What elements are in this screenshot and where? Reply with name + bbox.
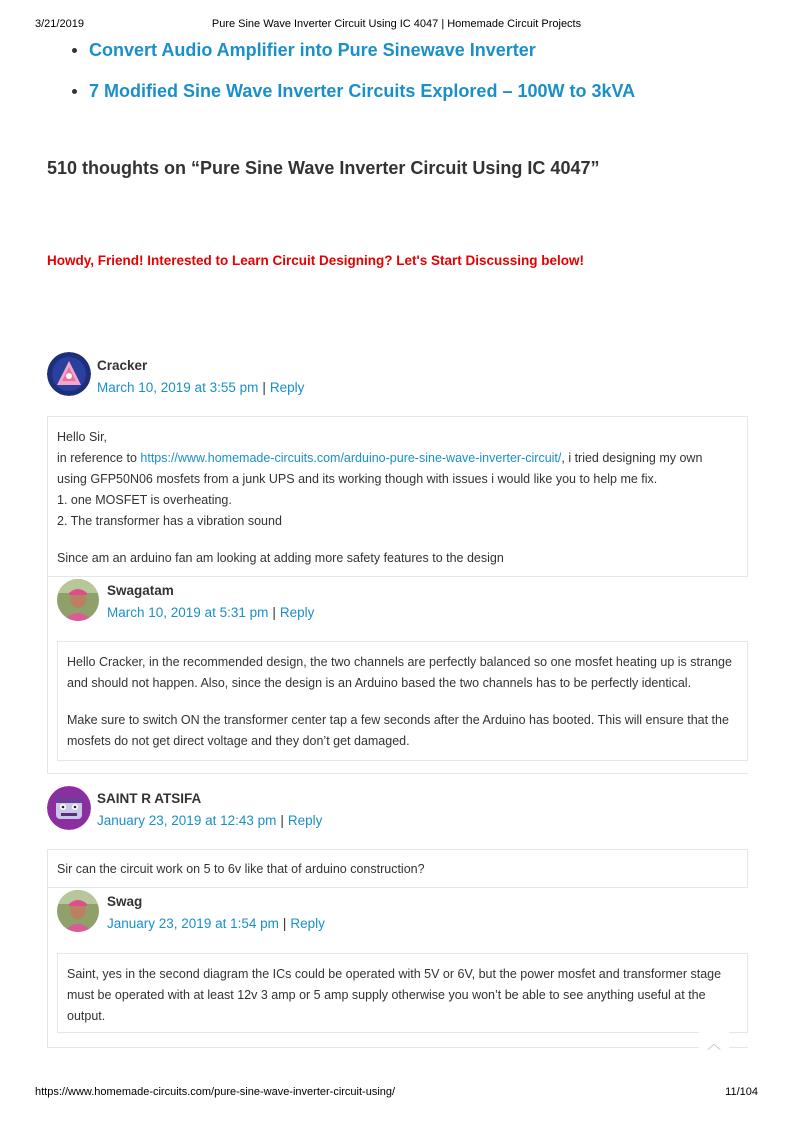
comment-meta (97, 813, 322, 828)
reply-link[interactable]: Reply (269, 380, 305, 395)
related-post-link[interactable]: 7 Modified Sine Wave Inverter Circuits Explored – 100W to 3kVA (89, 81, 636, 101)
reply-text: and should not happen. Also, since the design is an Arduino based the two channels has to be perfectly identical. (67, 676, 692, 690)
bullet-icon (72, 48, 77, 53)
comment-date-link[interactable]: March 10, 2019 at 3:55 pm (97, 380, 259, 395)
reference-link[interactable]: https://www.homemade-circuits.com/arduino-pure-sine-wave-inverter-circuit/ (140, 451, 562, 465)
chevron-up-icon[interactable]: ︿ (699, 1030, 729, 1058)
comment-author: Cracker (97, 358, 148, 373)
reply-text: Hello Cracker, in the recommended design, the two channels are perfectly balanced so one mosfet heating up is strange (67, 655, 732, 669)
comment-text: Hello Sir, (57, 430, 108, 444)
reply-text: Saint, yes in the second diagram the ICs could be operated with 5V or 6V, but the power mosfet and transformer stage (67, 967, 722, 981)
print-title: Pure Sine Wave Inverter Circuit Using IC 4047 | Homemade Circuit Projects (211, 18, 582, 30)
comment-date-link[interactable]: January 23, 2019 at 12:43 pm (97, 813, 277, 828)
print-footer (35, 1086, 758, 1100)
meta-separator: | (282, 916, 287, 931)
related-post-link[interactable]: Convert Audio Amplifier into Pure Sinewave Inverter (89, 40, 536, 60)
related-posts-list (73, 38, 635, 120)
print-date: 3/21/2019 (35, 18, 84, 30)
comment-date-link[interactable]: January 23, 2019 at 1:54 pm (107, 916, 279, 931)
reply-link[interactable]: Reply (279, 605, 315, 620)
comment-author: Swag (107, 894, 143, 909)
comment-author: SAINT R ATSIFA (97, 791, 202, 806)
reply-body (57, 953, 748, 1033)
discussion-prompt: Howdy, Friend! Interested to Learn Circuit Designing? Let's Start Discussing below! (47, 253, 585, 268)
comment-text-suffix: , i tried designing my own (561, 451, 703, 465)
comment-text: using GFP50N06 mosfets from a junk UPS and its working though with issues i would like you to help me fix. (57, 472, 658, 486)
print-url: https://www.homemade-circuits.com/pure-sine-wave-inverter-circuit-using/ (35, 1086, 396, 1098)
comments-title: 510 thoughts on “Pure Sine Wave Inverter Circuit Using IC 4047” (47, 158, 600, 178)
comment-meta (107, 605, 314, 620)
thread-line (47, 888, 48, 1048)
meta-separator: | (262, 380, 266, 395)
reply-text: Make sure to switch ON the transformer center tap a few seconds after the Arduino has booted. This will ensure that the (67, 713, 729, 727)
reply-text: output. (67, 1009, 106, 1023)
page-number: 11/104 (725, 1086, 758, 1098)
comment-text: 2. The transformer has a vibration sound (57, 514, 282, 528)
thread-line (47, 577, 48, 773)
comment-date-link[interactable]: March 10, 2019 at 5:31 pm (107, 605, 269, 620)
reply-link[interactable]: Reply (290, 916, 325, 931)
person-avatar-icon (57, 579, 99, 621)
comment-text (57, 448, 738, 469)
comment-meta (107, 916, 325, 931)
print-header (35, 18, 758, 32)
meta-separator: | (280, 813, 284, 828)
comment-meta (97, 380, 304, 395)
bullet-icon (72, 89, 77, 94)
related-post-item (73, 79, 635, 120)
thread-divider (47, 773, 748, 774)
reply-text: must be operated with at least 12v 3 amp or 5 amp supply otherwise you won’t be able to see anything useful at the (67, 988, 706, 1002)
person-avatar-icon (57, 890, 99, 932)
reply-body (57, 641, 748, 761)
comment-body (47, 416, 748, 577)
comment-text: Sir can the circuit work on 5 to 6v like that of arduino construction? (57, 862, 425, 876)
meta-separator: | (272, 605, 276, 620)
reply-text: mosfets do not get direct voltage and they don’t get damaged. (67, 734, 410, 748)
comment-body (47, 849, 748, 888)
triangle-avatar-icon (47, 352, 91, 396)
reply-link[interactable]: Reply (287, 813, 323, 828)
comment-text: Since am an arduino fan am looking at adding more safety features to the design (57, 551, 504, 565)
comment-text-prefix: in reference to (57, 451, 141, 465)
comment-text: 1. one MOSFET is overheating. (57, 493, 232, 507)
comment-author: Swagatam (107, 583, 174, 598)
related-post-item (73, 38, 635, 79)
thread-divider (47, 1047, 748, 1048)
monster-avatar-icon (47, 786, 91, 830)
